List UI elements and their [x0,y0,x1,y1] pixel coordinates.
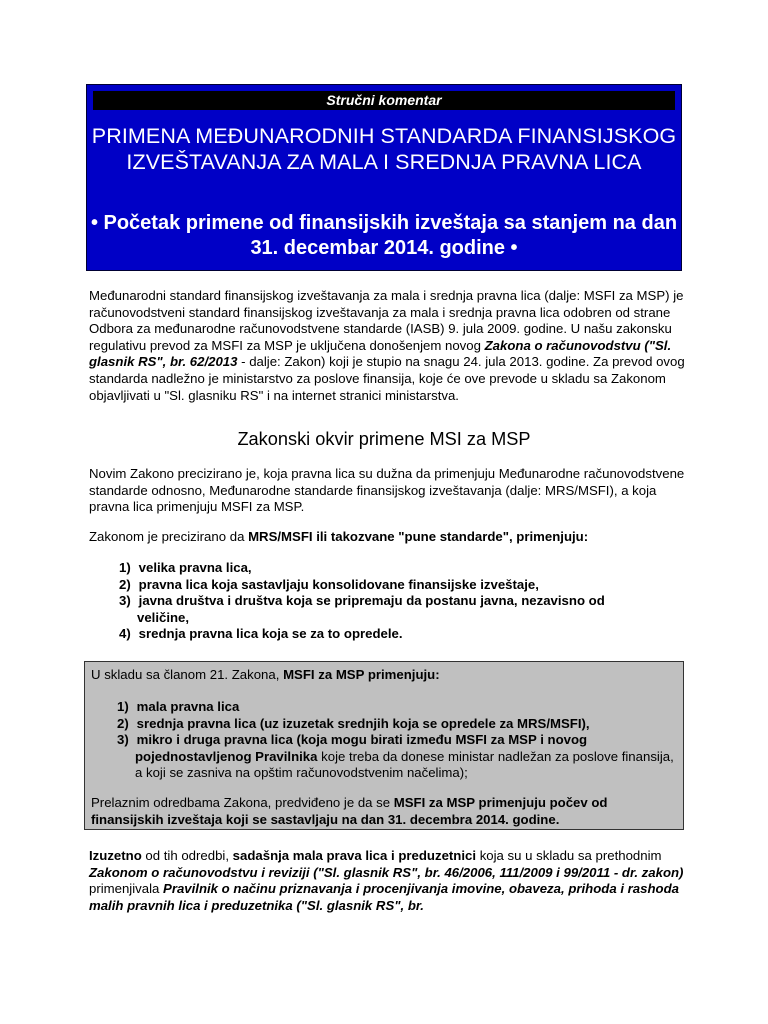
paragraph-5-text-2: koja su u skladu sa prethodnim [476,848,662,863]
list-item-continuation: veličine, [137,609,190,625]
list-item [89,560,687,577]
list-item-text: pravna lica koja sastavljaju konsolidovane finansijske izveštaje, [138,576,539,592]
banner-subtitle: • Početak primene od finansijskih izveštaja sa stanjem na dan 31. decembar 2014. godine • [90,212,678,259]
paragraph-5-bold-1: Izuzetno [89,848,142,863]
list-item-number: 3) [117,732,129,748]
list-item-number: 1) [117,699,129,714]
list-item [91,699,677,716]
paragraph-5-text-1: od tih odredbi, [141,848,233,863]
paragraph-3-text: Zakonom je precizirano da [89,529,249,544]
list-item-text: velika pravna lica, [138,560,252,575]
section-heading: Zakonski okvir primene MSI za MSP [237,429,531,449]
list-item-continuation [117,749,677,782]
list-item [91,732,677,782]
box-outro [91,795,677,828]
paragraph-5 [89,848,687,914]
list-item-rest: koje treba da donese ministar nadležan za poslove finansija, a koji se zasniva na opštim računovodstvenim načelima); [135,748,674,781]
paragraph-5-bold-2: sadašnja mala prava lica i preduzetnici [232,848,477,863]
msfi-msp-box [84,661,684,830]
intro-text-1: Međunarodni standard finansijskog izveštavanja za mala i srednja pravna lica (dalje: MSFI za MSP) je računovodstveni standard finansijskog izveštavanja za mala i srednja pravna lica odobren od strane Odbora za međunarodne računovodstvene standarde (IASB) 9. jula 2009. godine. U našu zakonsku regulativu prevod za MSFI za MSP je uključena donošenjem novog [89,288,684,353]
box-list [91,699,677,782]
list-item-bold: pojednostavljenog Pravilnika [135,748,318,764]
box-intro [91,667,677,684]
intro-text-2: - dalje: Zakon) koji je stupio na snagu 24. jula 2013. godine. Za prevod ovog standarda nadležno je ministarstvo za poslove finansija, koje će ove prevode u skladu sa Zakonom objavljivati u "Sl. glasniku RS" i na internet stranici ministarstva. [89,354,685,403]
list-item-text: mikro i druga pravna lica (koja mogu birati između MSFI za MSP i novog [136,732,588,748]
paragraph-5-law-reference: Zakonom o računovodstvu i reviziji ("Sl. glasnik RS", br. 46/2006, 111/2009 i 99/2011 - dr. zakon) [89,864,684,880]
list-item-number: 2) [119,576,131,592]
paragraph-5-regulation-reference: Pravilnik o načinu priznavanja i procenjivanja imovine, obaveza, prihoda i rashoda malih pravnih lica i preduzetnika ("Sl. glasnik RS", br. [89,881,679,913]
box-outro-text: Prelaznim odredbama Zakona, predviđeno je da se [91,795,394,810]
list-item-number: 2) [117,715,129,731]
list-item [89,626,687,643]
paragraph-2: Novim Zakono precizirano je, koja pravna lica su dužna da primenjuju Međunarodne računovodstvene standarde odnosno, Međunarodne standarde finansijskog izveštavanja (dalje: MRS/MSFI), a koja pravna lica primenjuju MSFI za MSP. [89,466,685,515]
list-item-text: srednja pravna lica koja se za to opredele. [138,626,403,642]
list-item-number: 3) [119,593,131,609]
list-item [89,577,687,594]
list-item-text: mala pravna lica [136,699,240,714]
list-item-number: 4) [119,626,131,642]
list-item-text: srednja pravna lica (uz izuzetak srednjih koja se opredele za MRS/MSFI), [136,715,590,731]
list-item [89,593,687,626]
box-intro-text: U skladu sa članom 21. Zakona, [91,667,284,682]
intro-paragraph [89,288,687,404]
list-item [91,716,677,733]
paragraph-3-bold: MRS/MSFI ili takozvane "pune standarde", primenjuju: [248,529,589,544]
header-banner [86,84,682,271]
full-standards-list [89,560,687,643]
list-item-text: javna društva i društva koja se pripremaju da postanu javna, nezavisno od [138,593,605,609]
box-intro-bold: MSFI za MSP primenjuju: [283,667,440,682]
intro-law-reference: Zakona o računovodstvu ("Sl. glasnik RS", br. 62/2013 [89,337,672,370]
paragraph-5-text-3: primenjivala [89,881,164,897]
banner-title: PRIMENA MEĐUNARODNIH STANDARDA FINANSIJSKOG IZVEŠTAVANJA ZA MALA I SREDNJA PRAVNA LICA [91,124,677,174]
paragraph-3 [89,529,687,546]
list-item-number: 1) [119,560,131,575]
box-outro-bold: MSFI za MSP primenjuju počev od finansijskih izveštaja koji se sastavljaju na dan 31. decembra 2014. godine. [91,795,608,827]
banner-label: Stručni komentar [93,91,675,110]
